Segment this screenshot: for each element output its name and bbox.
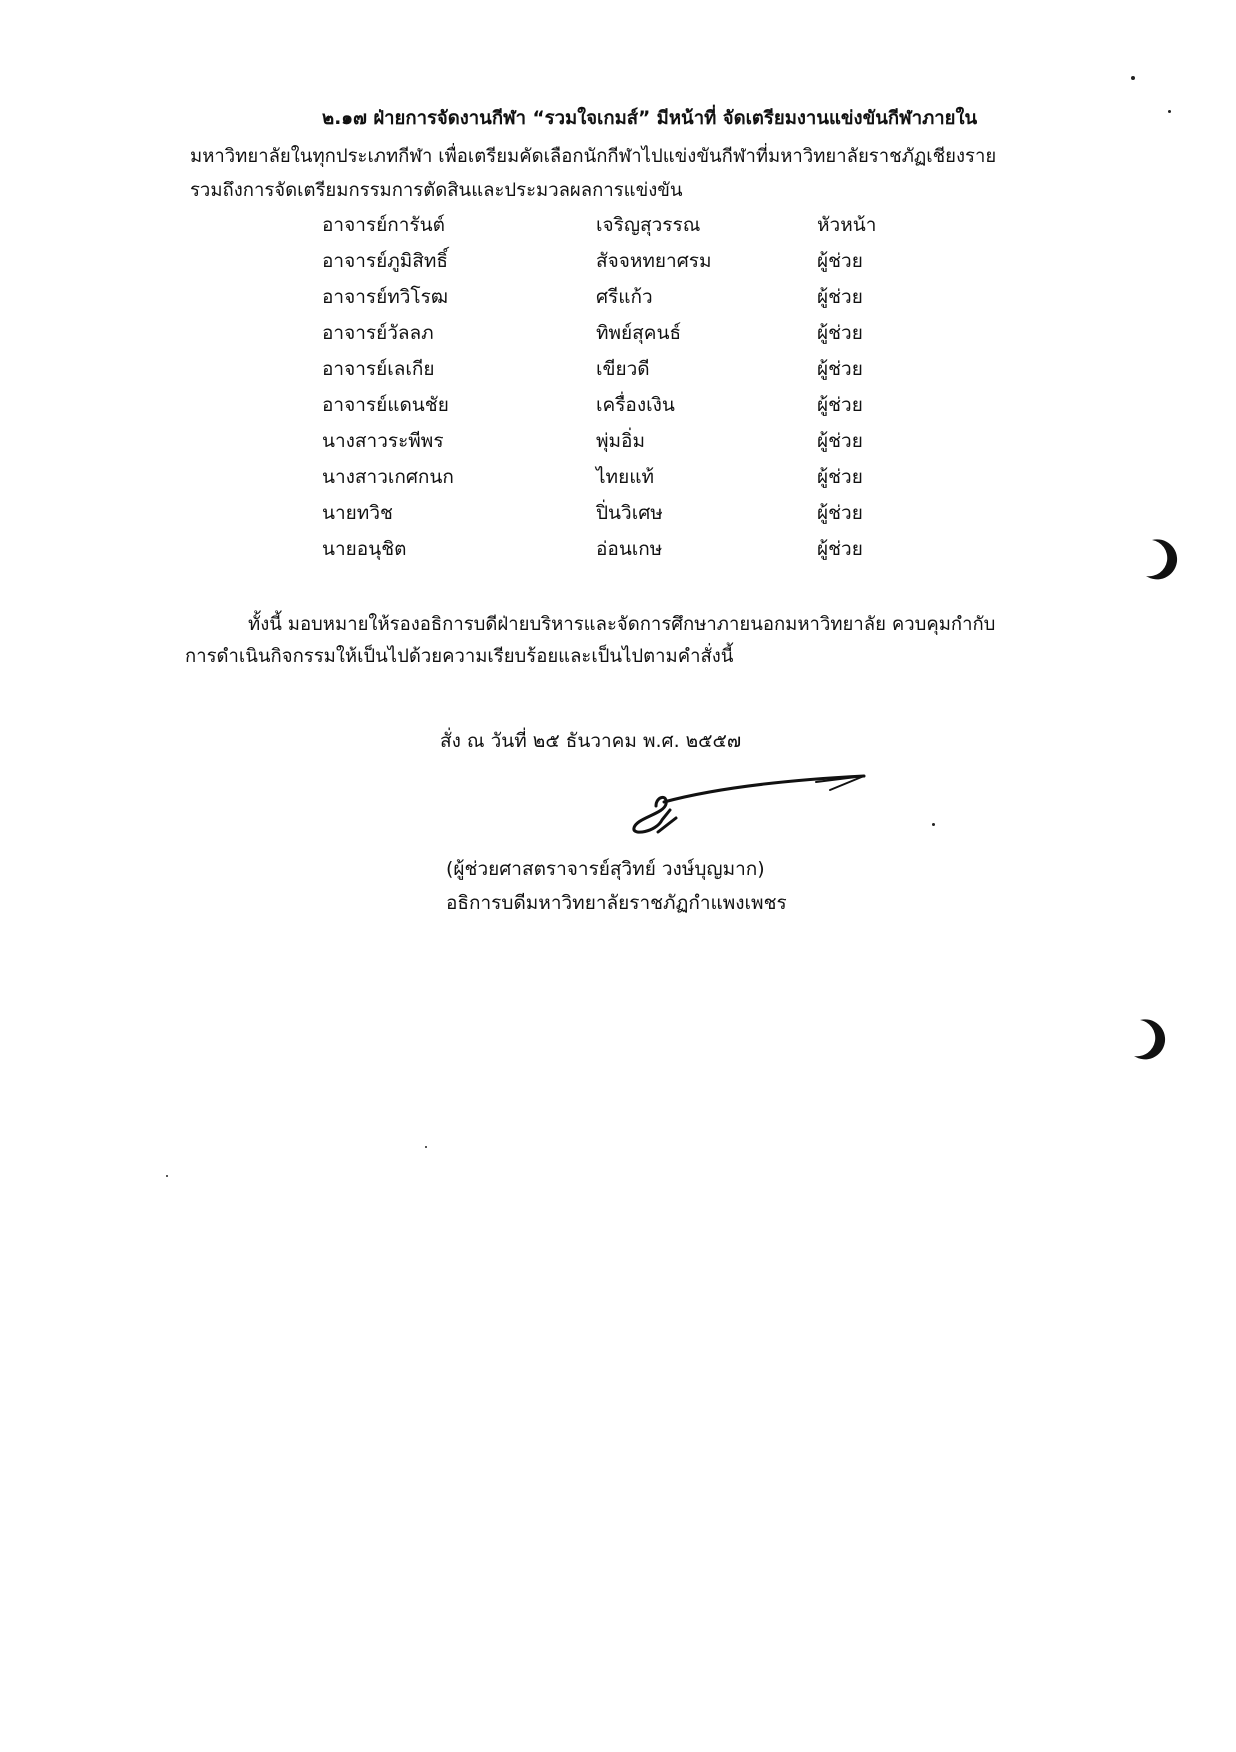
member-role: ผู้ช่วย (817, 250, 863, 272)
member-row (322, 464, 922, 500)
member-last-name: เจริญสุวรรณ (596, 214, 701, 236)
signatory-name: (ผู้ช่วยศาสตราจารย์สุวิทย์ วงษ์บุญมาก) (446, 858, 765, 880)
member-last-name: พุ่มอิ่ม (596, 430, 645, 452)
intro-line-2: มหาวิทยาลัยในทุกประเภทกีฬา เพื่อเตรียมคัดเลือกนักกีฬาไปแข่งขันกีฬาที่มหาวิทยาลัยราชภัฏเชียงราย (190, 146, 997, 167)
member-row (322, 536, 922, 572)
member-last-name: เขียวดี (596, 358, 650, 380)
scan-speck (425, 1146, 427, 1148)
assignment-line-1: ทั้งนี้ มอบหมายให้รองอธิการบดีฝ่ายบริหารและจัดการศึกษาภายนอกมหาวิทยาลัย ควบคุมกำกับ (248, 614, 996, 635)
assignment-line-2: การดำเนินกิจกรรมให้เป็นไปด้วยความเรียบร้อยและเป็นไปตามคำสั่งนี้ (185, 646, 734, 667)
member-row (322, 284, 922, 320)
signatory-title: อธิการบดีมหาวิทยาลัยราชภัฏกำแพงเพชร (446, 892, 787, 914)
member-role: ผู้ช่วย (817, 430, 863, 452)
intro-line-3: รวมถึงการจัดเตรียมกรรมการตัดสินและประมวลผลการแข่งขัน (190, 180, 683, 201)
member-first-name: อาจารย์เลเกีย (322, 358, 435, 380)
order-date: สั่ง ณ วันที่ ๒๕ ธันวาคม พ.ศ. ๒๕๕๗ (440, 730, 742, 752)
member-last-name: อ่อนเกษ (596, 538, 663, 560)
member-first-name: นางสาวเกศกนก (322, 466, 454, 488)
intro-line-1: ๒.๑๗ ฝ่ายการจัดงานกีฬา “รวมใจเกมส์” มีหน้าที่ จัดเตรียมงานแข่งขันกีฬาภายใน (322, 108, 978, 129)
scan-speck (932, 823, 935, 826)
member-role: ผู้ช่วย (817, 502, 863, 524)
scan-speck (166, 1175, 168, 1177)
member-first-name: นางสาวระพีพร (322, 430, 444, 452)
member-first-name: อาจารย์ทวิโรฒ (322, 286, 448, 308)
scan-speck (1131, 76, 1135, 80)
member-last-name: ปิ่นวิเศษ (596, 502, 663, 524)
member-last-name: ศรีแก้ว (596, 286, 653, 308)
member-row (322, 356, 922, 392)
member-row (322, 500, 922, 536)
member-last-name: ทิพย์สุคนธ์ (596, 322, 682, 344)
binder-hole-mark-icon (1130, 1018, 1166, 1060)
member-row (322, 428, 922, 464)
member-first-name: นายทวิช (322, 502, 393, 524)
member-role: ผู้ช่วย (817, 358, 863, 380)
signature-mark (616, 770, 866, 840)
member-first-name: อาจารย์การันต์ (322, 214, 445, 236)
member-role: ผู้ช่วย (817, 322, 863, 344)
member-roster (322, 212, 922, 572)
member-row (322, 392, 922, 428)
member-role: ผู้ช่วย (817, 466, 863, 488)
member-role: ผู้ช่วย (817, 286, 863, 308)
member-first-name: อาจารย์ภูมิสิทธิ์ (322, 250, 448, 272)
member-row (322, 248, 922, 284)
member-row (322, 212, 922, 248)
member-last-name: เครื่องเงิน (596, 394, 675, 416)
scan-speck (1168, 110, 1171, 113)
member-role: หัวหน้า (817, 214, 877, 236)
member-first-name: นายอนุชิต (322, 538, 407, 560)
member-role: ผู้ช่วย (817, 538, 863, 560)
member-first-name: อาจารย์แดนชัย (322, 394, 449, 416)
member-last-name: ไทยแท้ (596, 466, 654, 488)
binder-hole-mark-icon (1142, 538, 1178, 580)
member-row (322, 320, 922, 356)
member-last-name: สัจจหทยาศรม (596, 250, 712, 272)
member-first-name: อาจารย์วัลลภ (322, 322, 434, 344)
member-role: ผู้ช่วย (817, 394, 863, 416)
